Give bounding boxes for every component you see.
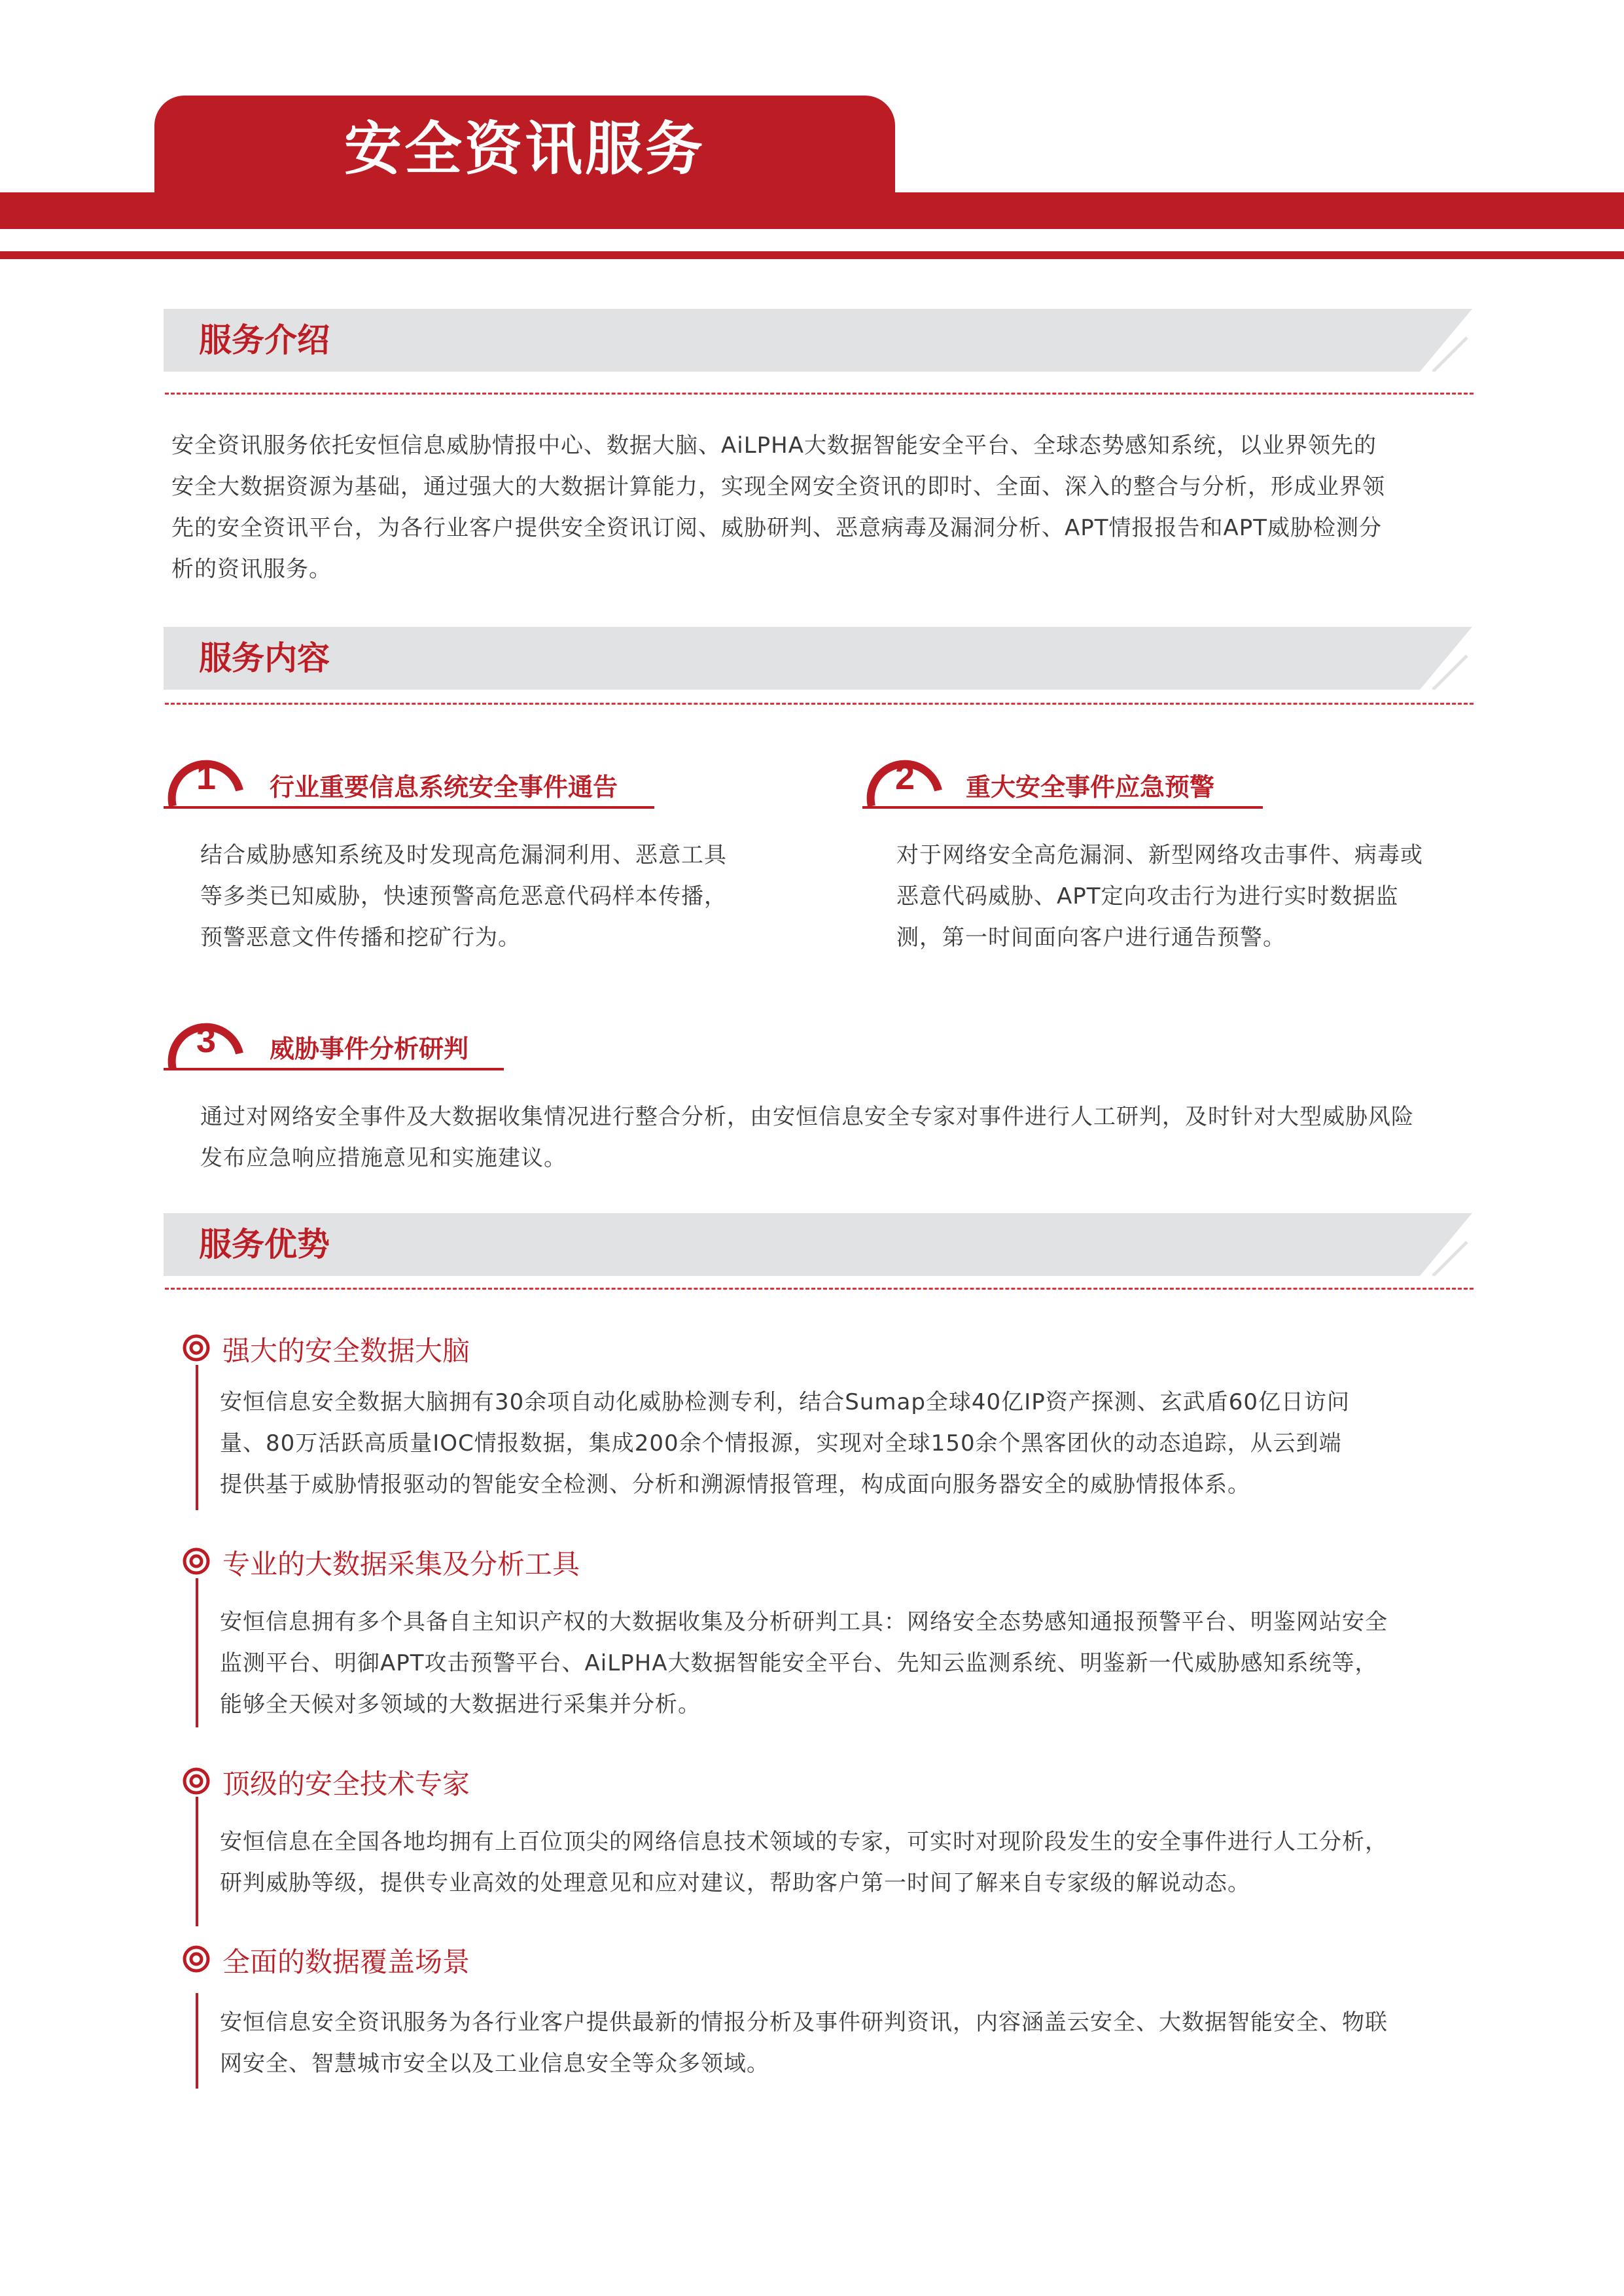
section-bar-advantages <box>164 1213 1472 1276</box>
body-line: 安恒信息拥有多个具备自主知识产权的大数据收集及分析研判工具：网络安全态势感知通报预警平台、明鉴网站安全 <box>220 1609 1388 1635</box>
dashed-divider <box>165 703 1474 705</box>
advantage-body <box>220 1822 1483 1904</box>
target-bullet-icon <box>182 1547 211 1576</box>
advantage-title: 强大的安全数据大脑 <box>222 1335 470 1367</box>
number-badge-icon <box>164 1008 249 1073</box>
dashed-divider <box>165 393 1474 395</box>
content-item-title: 重大安全事件应急预警 <box>966 773 1215 802</box>
content-item-2 <box>862 745 947 813</box>
number-badge-icon <box>164 745 249 810</box>
page-title: 安全资讯服务 <box>344 115 705 183</box>
advantage-body <box>220 1382 1483 1506</box>
content-item-title: 威胁事件分析研判 <box>270 1034 469 1063</box>
body-line: 能够全天候对多领域的大数据进行采集并分析。 <box>220 1691 701 1718</box>
advantage-connector <box>196 1578 198 1727</box>
body-line: 测，第一时间面向客户进行通告预警。 <box>896 925 1286 951</box>
body-line: 监测平台、明御APT攻击预警平台、AiLPHA大数据智能安全平台、先知云监测系统、明鉴新一代威胁感知系统等， <box>220 1650 1378 1676</box>
content-item-1 <box>164 745 249 813</box>
intro-line: 析的资讯服务。 <box>171 556 332 582</box>
body-line: 量、80万活跃高质量IOC情报数据，集成200余个情报源，实现对全球150余个黑客团伙的动态追踪，从云到端 <box>220 1430 1342 1457</box>
body-line: 预警恶意文件传播和挖矿行为。 <box>200 925 521 951</box>
title-underline <box>164 806 654 809</box>
slash-deco-icon <box>1420 627 1472 690</box>
body-line: 安恒信息安全数据大脑拥有30余项自动化威胁检测专利，结合Sumap全球40亿IP资产探测、玄武盾60亿日访问 <box>220 1389 1350 1415</box>
body-line: 通过对网络安全事件及大数据收集情况进行整合分析，由安恒信息安全专家对事件进行人工研判，及时针对大型威胁风险 <box>200 1104 1414 1130</box>
advantage-connector <box>196 1797 198 1926</box>
header-band <box>0 192 1624 229</box>
advantage-body <box>220 2002 1483 2085</box>
title-underline <box>862 806 1263 809</box>
advantage-connector <box>196 1993 198 2089</box>
number-badge-icon <box>862 745 947 810</box>
advantage-connector <box>196 1365 198 1510</box>
number-badge-text: 2 <box>894 758 915 797</box>
target-bullet-icon <box>182 1945 211 1973</box>
intro-paragraph <box>171 425 1474 590</box>
target-bullet-icon <box>182 1767 211 1795</box>
section-heading-advantages: 服务优势 <box>199 1226 330 1263</box>
number-badge-text: 1 <box>196 758 217 797</box>
body-line: 等多类已知威胁，快速预警高危恶意代码样本传播， <box>200 883 727 910</box>
intro-line: 安全资讯服务依托安恒信息威胁情报中心、数据大脑、AiLPHA大数据智能安全平台、全球态势感知系统，以业界领先的 <box>171 433 1377 459</box>
advantage-title: 全面的数据覆盖场景 <box>222 1946 470 1978</box>
header-thin-stripe <box>0 251 1624 259</box>
body-line: 安恒信息安全资讯服务为各行业客户提供最新的情报分析及事件研判资讯，内容涵盖云安全、大数据智能安全、物联 <box>220 2009 1388 2036</box>
body-line: 研判威胁等级，提供专业高效的处理意见和应对建议，帮助客户第一时间了解来自专家级的解说动态。 <box>220 1870 1250 1896</box>
body-line: 发布应急响应措施意见和实施建议。 <box>200 1145 567 1171</box>
advantage-title: 顶级的安全技术专家 <box>222 1768 470 1800</box>
section-bar-intro <box>164 309 1472 372</box>
body-line: 网安全、智慧城市安全以及工业信息安全等众多领域。 <box>220 2051 769 2077</box>
section-bar-content <box>164 627 1472 690</box>
content-item-body <box>200 835 789 959</box>
slash-deco-icon <box>1420 1213 1472 1276</box>
advantage-body <box>220 1602 1483 1725</box>
section-heading-intro: 服务介绍 <box>199 321 330 359</box>
content-item-title: 行业重要信息系统安全事件通告 <box>270 773 618 802</box>
intro-line: 先的安全资讯平台，为各行业客户提供安全资讯订阅、威胁研判、恶意病毒及漏洞分析、APT情报报告和APT威胁检测分 <box>171 515 1383 541</box>
content-item-3 <box>164 1008 249 1076</box>
body-line: 恶意代码威胁、APT定向攻击行为进行实时数据监 <box>896 883 1399 910</box>
advantage-title: 专业的大数据采集及分析工具 <box>222 1548 580 1580</box>
title-underline <box>164 1068 504 1070</box>
body-line: 提供基于威胁情报驱动的智能安全检测、分析和溯源情报管理，构成面向服务器安全的威胁情报体系。 <box>220 1472 1250 1498</box>
dashed-divider <box>165 1288 1474 1290</box>
body-line: 对于网络安全高危漏洞、新型网络攻击事件、病毒或 <box>896 842 1423 868</box>
body-line: 安恒信息在全国各地均拥有上百位顶尖的网络信息技术领域的专家，可实时对现阶段发生的安全事件进行人工分析， <box>220 1829 1388 1855</box>
slash-deco-icon <box>1420 309 1472 372</box>
target-bullet-icon <box>182 1333 211 1362</box>
content-item-body <box>200 1097 1483 1179</box>
section-heading-content: 服务内容 <box>199 639 330 677</box>
body-line: 结合威胁感知系统及时发现高危漏洞利用、恶意工具 <box>200 842 727 868</box>
intro-line: 安全大数据资源为基础，通过强大的大数据计算能力，实现全网安全资讯的即时、全面、深入的整合与分析，形成业界领 <box>171 474 1385 500</box>
content-item-body <box>896 835 1485 959</box>
number-badge-text: 3 <box>196 1021 217 1060</box>
